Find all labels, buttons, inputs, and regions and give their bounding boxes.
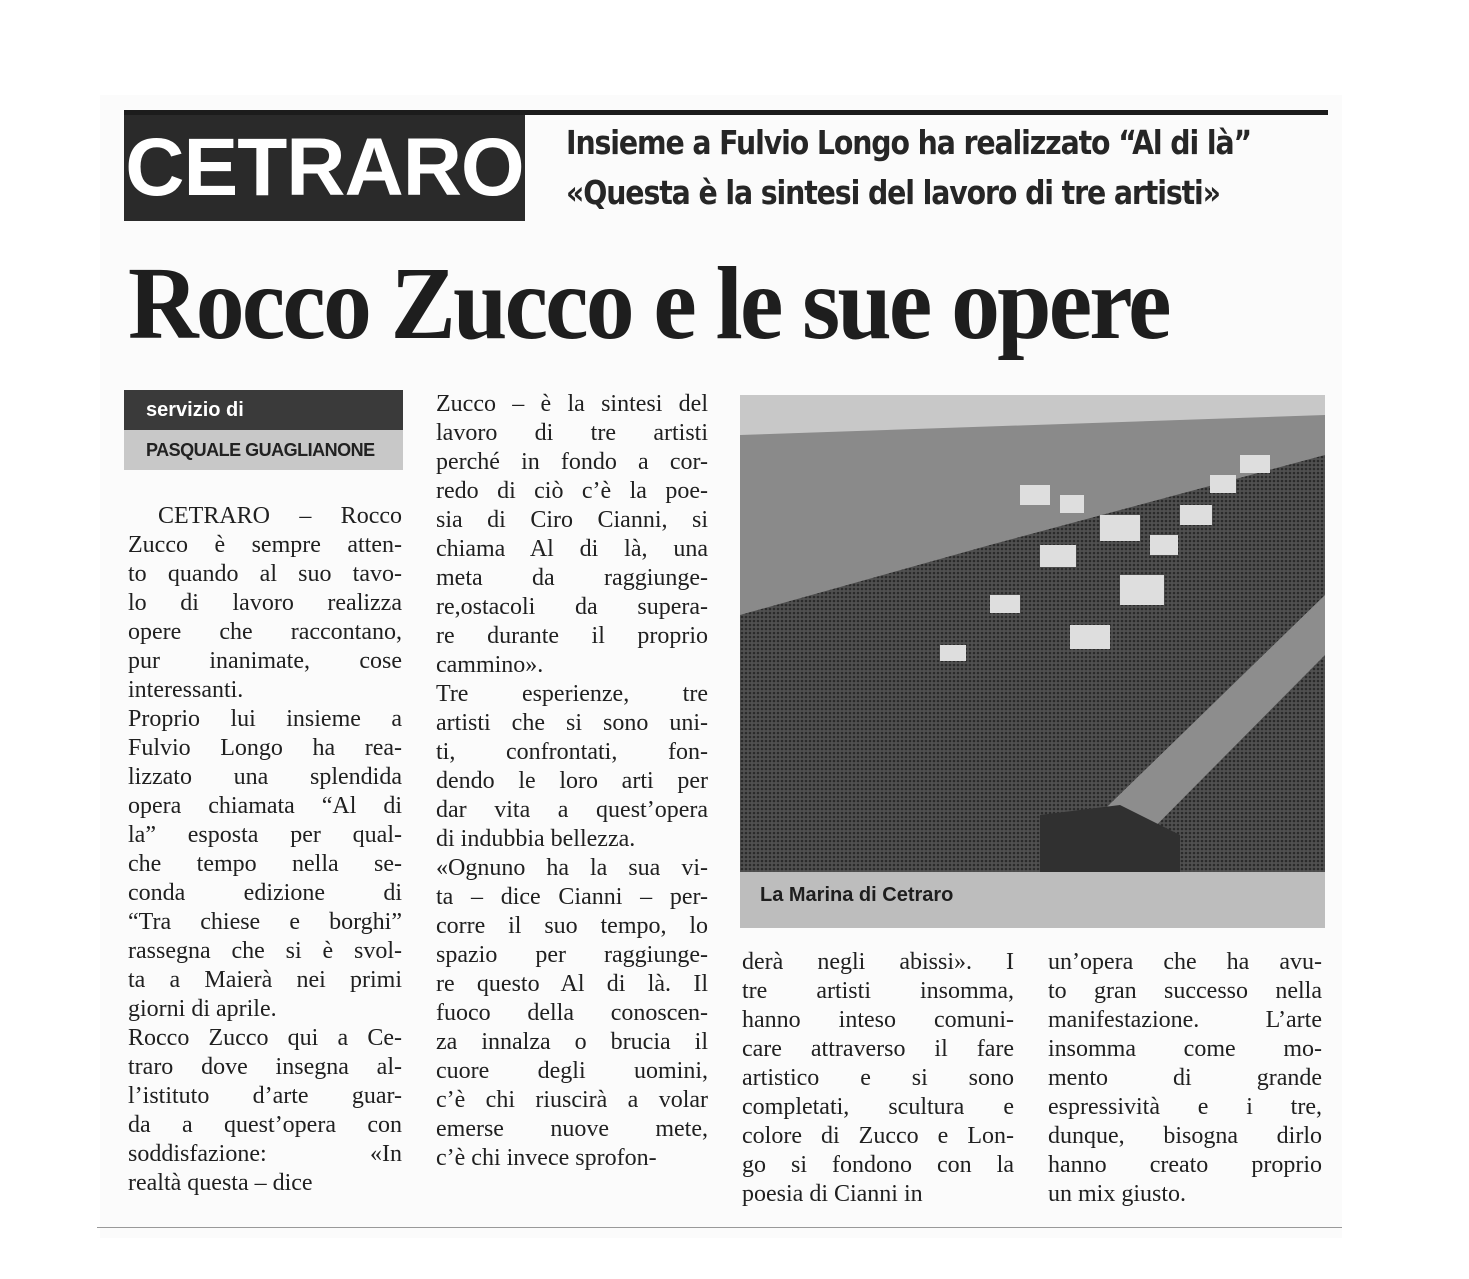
section-kicker: CETRARO (124, 115, 525, 221)
article-line: la” esposta per qual- (128, 822, 402, 848)
article-line: dendo le loro arti per (436, 768, 708, 794)
article-line: derà negli abissi». I (742, 949, 1014, 975)
article-line: hanno inteso comuni- (742, 1007, 1014, 1033)
article-line: hanno creato proprio (1048, 1152, 1322, 1178)
article-line: Tre esperienze, tre (436, 681, 708, 707)
article-line: Rocco Zucco qui a Ce- (128, 1025, 402, 1051)
article-column-1 (128, 502, 402, 1198)
article-line: artistico e si sono (742, 1065, 1014, 1091)
headline: Rocco Zucco e le sue opere (128, 246, 1169, 361)
article-line: artisti che si sono uni- (436, 710, 708, 736)
article-line: cammino». (436, 652, 544, 678)
article-line: realtà questa – dice (128, 1170, 313, 1196)
article-line: un mix giusto. (1048, 1181, 1187, 1207)
article-line: giorni di aprile. (128, 996, 277, 1022)
article-line: za innalza o brucia il (436, 1029, 708, 1055)
article-line: ta a Maierà nei primi (128, 967, 402, 993)
article-line: redo di ciò c’è la poe- (436, 478, 708, 504)
article-line: perché in fondo a cor- (436, 449, 708, 475)
coastal-town-photo (740, 395, 1325, 872)
article-line: insomma come mo- (1048, 1036, 1322, 1062)
article-line: opere che raccontano, (128, 619, 402, 645)
article-line: spazio per raggiunge- (436, 942, 708, 968)
article-line: cuore degli uomini, (436, 1058, 708, 1084)
article-line: soddisfazione: «In (128, 1141, 402, 1167)
article-line: lavoro di tre artisti (436, 420, 708, 446)
article-line: Zucco – è la sintesi del (436, 391, 708, 417)
article-line: opera chiamata “Al di (128, 793, 402, 819)
article-line: colore di Zucco e Lon- (742, 1123, 1014, 1149)
article-column-2 (436, 390, 708, 1173)
article-line: to gran successo nella (1048, 978, 1322, 1004)
article-line: da a quest’opera con (128, 1112, 402, 1138)
byline-label: servizio di (124, 390, 403, 430)
article-line: re durante il proprio (436, 623, 708, 649)
article-line: sia di Ciro Cianni, si (436, 507, 708, 533)
article-line: ti, confrontati, fon- (436, 739, 708, 765)
article-line: Fulvio Longo ha rea- (128, 735, 402, 761)
article-line: chiama Al di là, una (436, 536, 708, 562)
article-column-4 (1048, 948, 1322, 1209)
article-line: di indubbia bellezza. (436, 826, 636, 852)
article-line: CETRARO – Rocco (158, 503, 402, 529)
article-line: lo di lavoro realizza (128, 590, 402, 616)
article-line: fuoco della conoscen- (436, 1000, 708, 1026)
article-line: conda edizione di (128, 880, 402, 906)
article-line: traro dove insegna al- (128, 1054, 402, 1080)
article-line: interessanti. (128, 677, 244, 703)
article-line: dar vita a quest’opera (436, 797, 708, 823)
article-line: to quando al suo tavo- (128, 561, 402, 587)
article-line: Zucco è sempre atten- (128, 532, 402, 558)
article-line: poesia di Cianni in (742, 1181, 923, 1207)
article-line: che tempo nella se- (128, 851, 402, 877)
article-line: dunque, bisogna dirlo (1048, 1123, 1322, 1149)
byline-author: PASQUALE GUAGLIANONE (124, 430, 403, 470)
bottom-rule (97, 1227, 1342, 1228)
article-line: lizzato una splendida (128, 764, 402, 790)
article-line: tre artisti insomma, (742, 978, 1014, 1004)
article-line: completati, scultura e (742, 1094, 1014, 1120)
article-line: un’opera che ha avu- (1048, 949, 1322, 975)
subheadline-line-2: «Questa è la sintesi del lavoro di tre artisti» (566, 173, 1220, 212)
article-line: re questo Al di là. Il (436, 971, 708, 997)
article-column-3 (742, 948, 1014, 1209)
photo-caption: La Marina di Cetraro (760, 884, 954, 906)
article-line: care attraverso il fare (742, 1036, 1014, 1062)
article-line: espressività e i tre, (1048, 1094, 1322, 1120)
article-line: emerse nuove mete, (436, 1116, 708, 1142)
article-line: manifestazione. L’arte (1048, 1007, 1322, 1033)
article-line: ta – dice Cianni – per- (436, 884, 708, 910)
subheadline-line-1: Insieme a Fulvio Longo ha realizzato “Al di là” (566, 123, 1252, 162)
article-line: pur inanimate, cose (128, 648, 402, 674)
article-line: go si fondono con la (742, 1152, 1014, 1178)
article-line: meta da raggiunge- (436, 565, 708, 591)
article-line: corre il suo tempo, lo (436, 913, 708, 939)
article-line: c’è chi riuscirà a volar (436, 1087, 708, 1113)
article-line: rassegna che si è svol- (128, 938, 402, 964)
article-line: Proprio lui insieme a (128, 706, 402, 732)
article-line: mento di grande (1048, 1065, 1322, 1091)
article-line: «Ognuno ha la sua vi- (436, 855, 708, 881)
photo-marina-di-cetraro (740, 395, 1325, 872)
article-line: “Tra chiese e borghi” (128, 909, 402, 935)
article-line: re,ostacoli da supera- (436, 594, 708, 620)
article-line: c’è chi invece sprofon- (436, 1145, 657, 1171)
article-line: l’istituto d’arte guar- (128, 1083, 402, 1109)
